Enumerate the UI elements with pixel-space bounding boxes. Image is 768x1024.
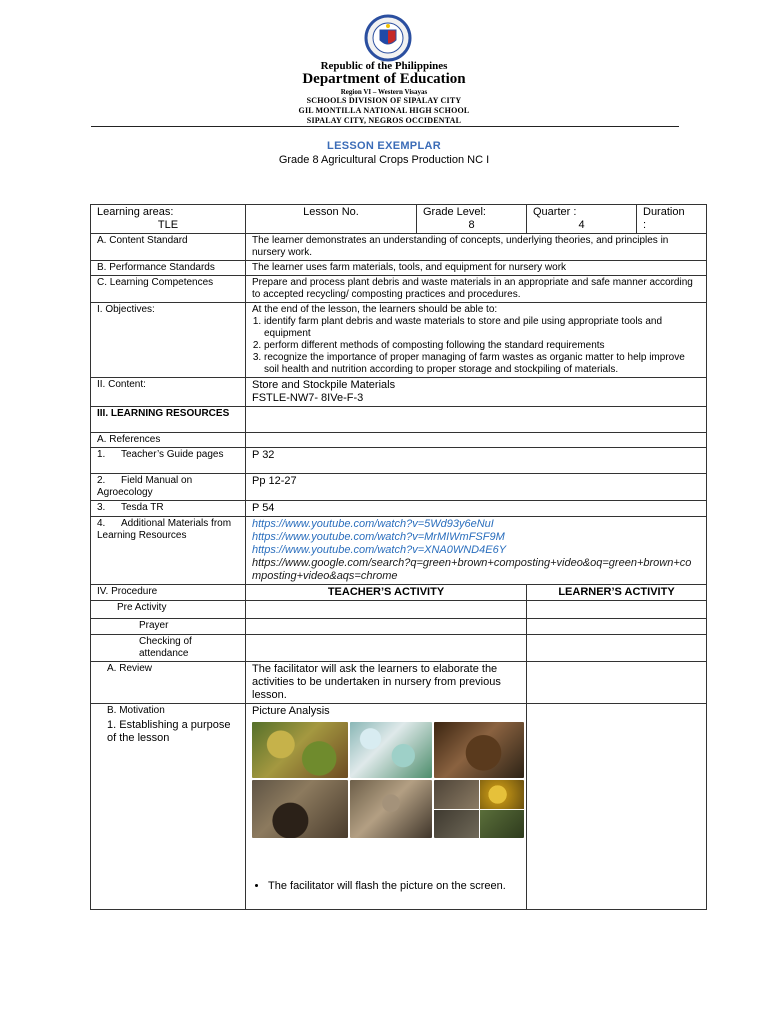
- manual-label: Field Manual on Agroecology: [97, 475, 193, 498]
- empty-cell: [527, 601, 707, 619]
- attendance-label: Checking of attendance: [91, 635, 246, 662]
- flash-bullet-list: [252, 880, 520, 893]
- table-row: [91, 261, 707, 276]
- learning-areas-label: Learning areas:: [97, 206, 174, 218]
- department-title: Department of Education: [302, 71, 466, 87]
- guide-value: P 32: [246, 448, 707, 474]
- table-row: [91, 635, 707, 662]
- lesson-no-label: Lesson No.: [246, 205, 417, 234]
- google-search-link[interactable]: https://www.google.com/search?q=green+brown+composting+video&oq=green+brown+composting+video&aqs=chrome: [252, 557, 692, 582]
- list-item: 1. identify farm plant debris and waste materials to store and pile using appropriate tools and equipment: [264, 316, 700, 340]
- duration-value: :: [643, 219, 647, 231]
- table-row: [91, 501, 707, 517]
- division-label: SCHOOLS DIVISION OF SIPALAY CITY: [306, 96, 462, 105]
- materials-label: Additional Materials from Learning Resources: [97, 518, 232, 541]
- materials-label-cell: [91, 517, 246, 585]
- empty-cell: [246, 433, 707, 448]
- empty-cell: [527, 704, 707, 910]
- picture-analysis-title: Picture Analysis: [252, 705, 330, 717]
- youtube-link-1[interactable]: https://www.youtube.com/watch?v=5Wd93y6eNuI: [252, 518, 494, 530]
- grade-level-cell: [417, 205, 527, 234]
- references-label: A. References: [91, 433, 246, 448]
- tesda-label-cell: [91, 501, 246, 517]
- tesda-number: 3.: [97, 502, 106, 513]
- competences-value: Prepare and process plant debris and waste materials in an appropriate and safe manner according to accepted recycling/ composting practices and procedures.: [246, 276, 707, 303]
- compost-hands-image: [434, 722, 524, 778]
- youtube-link-3[interactable]: https://www.youtube.com/watch?v=XNA0WND4E6Y: [252, 544, 507, 556]
- grade-level-label: Grade Level:: [423, 206, 486, 218]
- farm-animals-image: [350, 780, 432, 838]
- review-label: A. Review: [91, 662, 246, 704]
- tesda-label: Tesda TR: [121, 502, 164, 513]
- pre-activity-label: Pre Activity: [91, 601, 246, 619]
- quarter-label: Quarter :: [533, 206, 577, 218]
- performance-value: The learner uses farm materials, tools, and equipment for nursery work: [246, 261, 707, 276]
- table-row: [91, 378, 707, 407]
- empty-cell: [246, 601, 527, 619]
- objectives-label: I. Objectives:: [91, 303, 246, 378]
- duration-label: Duration: [643, 206, 685, 218]
- objectives-cell: [246, 303, 707, 378]
- region-label: Region VI – Western Visayas: [340, 88, 428, 96]
- manual-label-cell: [91, 474, 246, 501]
- objectives-intro: At the end of the lesson, the learners should be able to:: [252, 304, 498, 315]
- empty-cell: [246, 407, 707, 433]
- table-row: [91, 433, 707, 448]
- list-item: 2. perform different methods of composting following the standard requirements: [264, 340, 700, 352]
- review-value: The facilitator will ask the learners to elaborate the activities to be undertaken in nursery from previous lesson.: [246, 662, 527, 704]
- objectives-list: [252, 316, 700, 376]
- prayer-label: Prayer: [91, 619, 246, 635]
- table-row: [91, 662, 707, 704]
- compost-picture-collage: [252, 722, 520, 838]
- guide-number: 1.: [97, 449, 106, 460]
- republic-label: Republic of the Philippines: [320, 60, 448, 72]
- materials-links-cell: [246, 517, 707, 585]
- learning-areas-value: TLE: [157, 219, 179, 231]
- manual-value: Pp 12-27: [246, 474, 707, 501]
- empty-cell: [527, 662, 707, 704]
- content-standard-value: The learner demonstrates an understanding of concepts, underlying theories, and principles in nursery work.: [246, 234, 707, 261]
- resources-label: III. LEARNING RESOURCES: [91, 407, 246, 433]
- youtube-link-2[interactable]: https://www.youtube.com/watch?v=MrMIWmFSF9M: [252, 531, 505, 543]
- list-item: 3. recognize the importance of proper managing of farm wastes as organic matter to help improve soil health and nutrition according to proper storage and stockpiling of materials.: [264, 352, 700, 376]
- duration-cell: [637, 205, 707, 234]
- list-item: • The facilitator will flash the picture on the screen.: [268, 880, 520, 893]
- empty-cell: [527, 619, 707, 635]
- table-row: [91, 619, 707, 635]
- table-row: [91, 585, 707, 601]
- waste-collage-image: [434, 780, 524, 838]
- table-row: [91, 276, 707, 303]
- content-cell: [246, 378, 707, 407]
- manual-number: 2.: [97, 475, 106, 486]
- performance-label: B. Performance Standards: [91, 261, 246, 276]
- address-label: SIPALAY CITY, NEGROS OCCIDENTAL: [306, 116, 462, 125]
- table-row: [91, 407, 707, 433]
- content-label: II. Content:: [91, 378, 246, 407]
- table-row: [91, 474, 707, 501]
- guide-label: Teacher’s Guide pages: [121, 449, 224, 460]
- purpose-label: 1. Establishing a purpose of the lesson: [107, 719, 231, 744]
- table-row: [91, 704, 707, 910]
- green-waste-image: [252, 722, 348, 778]
- table-row: [91, 448, 707, 474]
- deped-seal-icon: [356, 14, 420, 62]
- table-row: [91, 205, 707, 234]
- empty-cell: [246, 635, 527, 662]
- school-label: GIL MONTILLA NATIONAL HIGH SCHOOL: [298, 106, 470, 115]
- motivation-label: B. Motivation: [107, 705, 165, 716]
- competences-label: C. Learning Competences: [91, 276, 246, 303]
- learning-areas-cell: [91, 205, 246, 234]
- empty-cell: [527, 635, 707, 662]
- learner-activity-header: LEARNER’S ACTIVITY: [527, 585, 707, 601]
- quarter-value: 4: [578, 219, 585, 231]
- motivation-teacher-cell: [246, 704, 527, 910]
- table-row: [91, 234, 707, 261]
- empty-cell: [246, 619, 527, 635]
- lesson-table: [90, 204, 707, 910]
- table-row: [91, 303, 707, 378]
- table-row: [91, 517, 707, 585]
- table-row: [91, 601, 707, 619]
- document-subtitle: Grade 8 Agricultural Crops Production NC I: [278, 154, 490, 166]
- teacher-activity-header: TEACHER’S ACTIVITY: [246, 585, 527, 601]
- motivation-cell: [91, 704, 246, 910]
- tesda-value: P 54: [246, 501, 707, 517]
- content-title: Store and Stockpile Materials: [252, 379, 396, 391]
- content-code: FSTLE-NW7- 8IVe-F-3: [252, 392, 364, 404]
- materials-number: 4.: [97, 518, 106, 529]
- manure-pile-image: [252, 780, 348, 838]
- document-title: LESSON EXEMPLAR: [327, 140, 441, 152]
- header-divider: [91, 126, 679, 127]
- content-standard-label: A. Content Standard: [91, 234, 246, 261]
- plastic-bottles-image: [350, 722, 432, 778]
- guide-label-cell: [91, 448, 246, 474]
- quarter-cell: [527, 205, 637, 234]
- procedure-label: IV. Procedure: [91, 585, 246, 601]
- grade-level-value: 8: [468, 219, 475, 231]
